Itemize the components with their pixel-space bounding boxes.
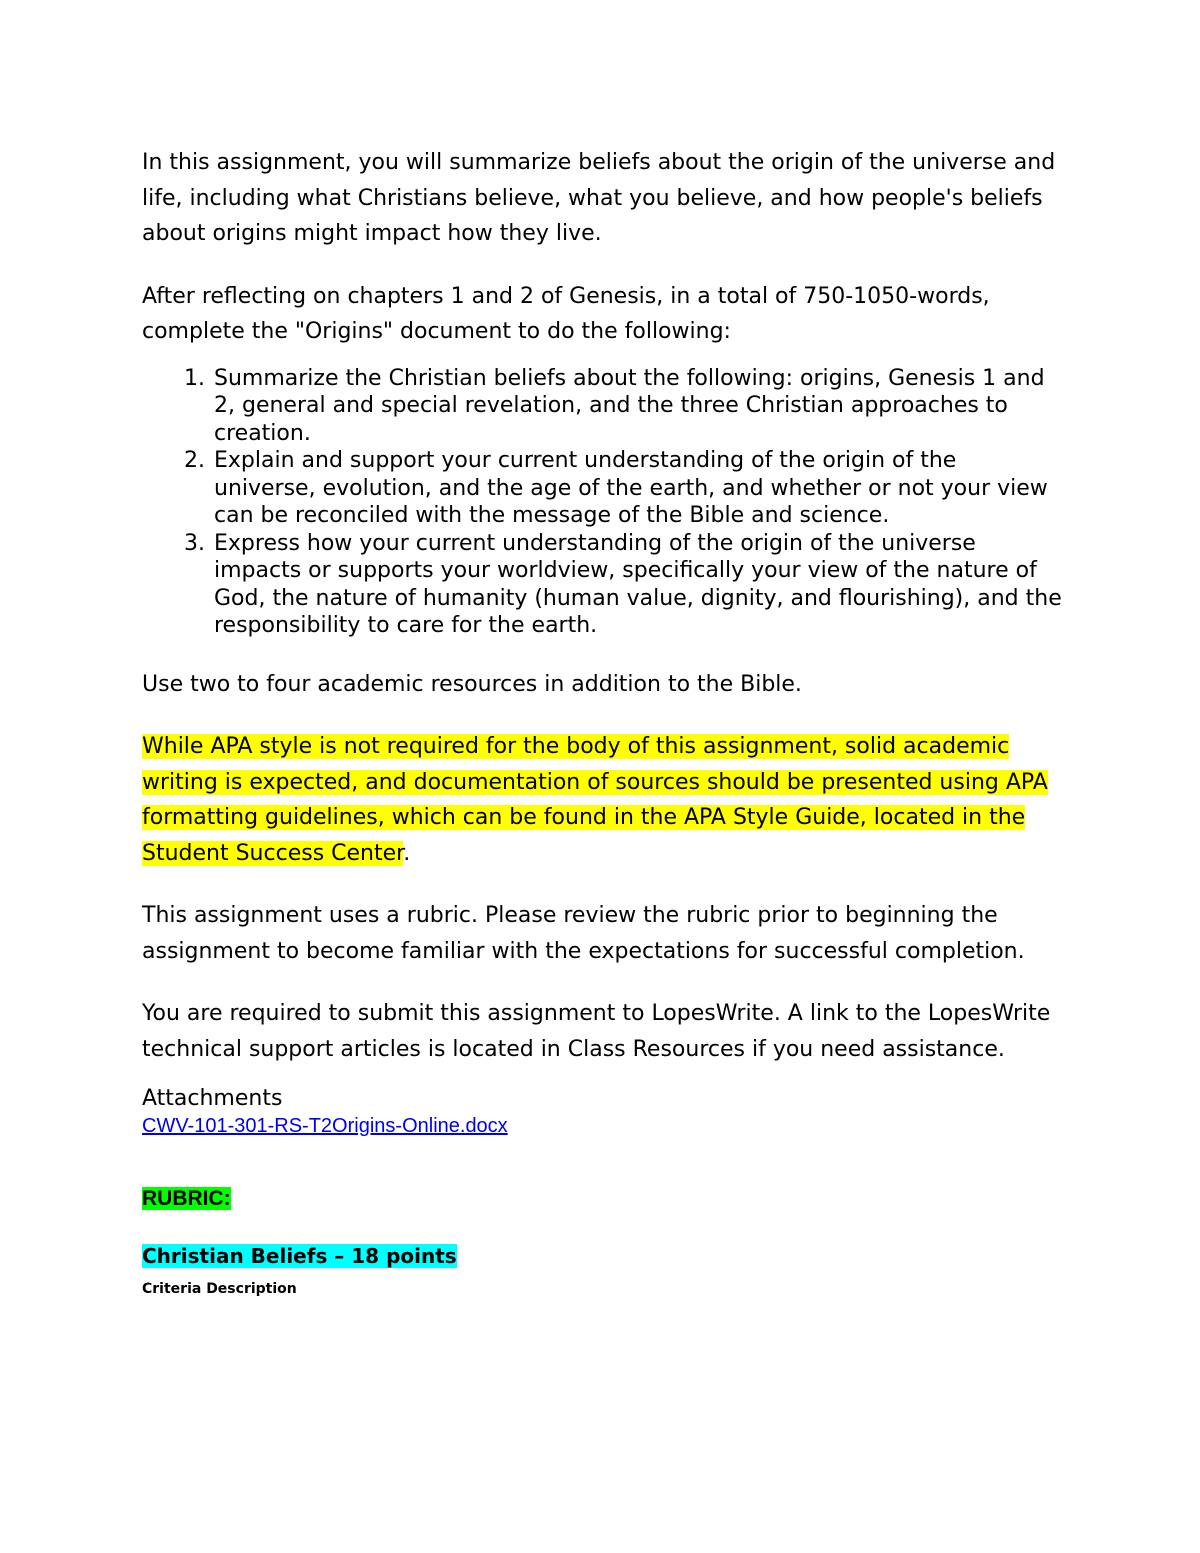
rubric-heading xyxy=(142,1185,1062,1213)
apa-period: . xyxy=(403,840,411,866)
rubric-section-heading xyxy=(142,1243,1062,1269)
intro-paragraph: In this assignment, you will summarize beliefs about the origin of the universe and life, including what Christians believe, what you believe, and how people's beliefs about origins might impact how they live. xyxy=(142,150,1056,246)
criteria-description-label: Criteria Description xyxy=(142,1281,297,1297)
rubric-section-text: Christian Beliefs – 18 points xyxy=(142,1244,457,1268)
attachments-heading: Attachments xyxy=(142,1086,283,1111)
task-list xyxy=(142,365,1062,640)
task-item-2: 2. Explain and support your current understanding of the origin of the universe, evolution, and the age of the earth, and whether or not your view can be reconciled with the message of the Bible and science. xyxy=(212,447,1062,530)
apa-paragraph xyxy=(142,729,1062,871)
rubric-heading-text: RUBRIC: xyxy=(142,1187,231,1210)
document-page xyxy=(142,145,1062,1299)
attachment-file-link[interactable]: CWV-101-301-RS-T2Origins-Online.docx xyxy=(142,1115,508,1137)
rubric-note-paragraph: This assignment uses a rubric. Please review the rubric prior to beginning the assignment to become familiar with the expectations for successful completion. xyxy=(142,903,1025,964)
instructions-paragraph: After reflecting on chapters 1 and 2 of Genesis, in a total of 750-1050-words, complete the "Origins" document to do the following: xyxy=(142,283,990,344)
resources-paragraph: Use two to four academic resources in addition to the Bible. xyxy=(142,671,802,697)
task-item-3: 3. Express how your current understanding of the origin of the universe impacts or supports your worldview, specifically your view of the nature of God, the nature of humanity (human value, dignity, and flourishing), and the responsibility to care for the earth. xyxy=(212,530,1062,640)
task-item-1: 1. Summarize the Christian beliefs about the following: origins, Genesis 1 and 2, general and special revelation, and the three Christian approaches to creation. xyxy=(212,365,1062,448)
apa-highlighted-text: While APA style is not required for the body of this assignment, solid academic writing is expected, and documentation of sources should be presented using APA formatting guidelines, which can be found in the APA Style Guide, located in the Student Success Center xyxy=(142,734,1048,866)
lopeswrite-paragraph: You are required to submit this assignment to LopesWrite. A link to the LopesWrite technical support articles is located in Class Resources if you need assistance. xyxy=(142,1001,1051,1062)
